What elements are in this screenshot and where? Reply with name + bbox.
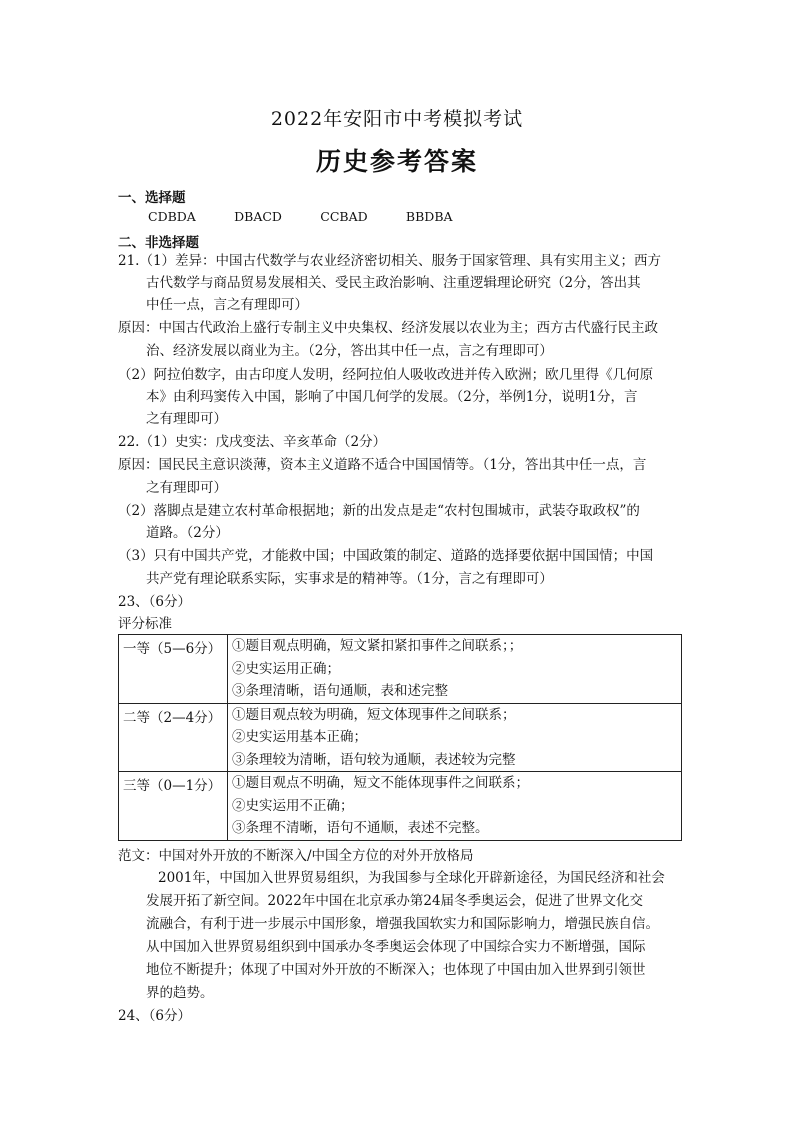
answer-group: BBDBA xyxy=(405,209,453,224)
criterion: ①题目观点较为明确，短文体现事件之间联系； xyxy=(232,706,516,723)
criterion: ②史实运用不正确； xyxy=(232,797,354,814)
essay-line: 界的趋势。 xyxy=(146,985,214,1001)
grade-criteria xyxy=(228,635,682,704)
criterion: ②史实运用正确； xyxy=(232,660,340,677)
text-line: （2）落脚点是建立农村革命根据地；新的出发点是走“农村包围城市，武装夺取政权”的 xyxy=(118,503,640,519)
answer-key-title: 历史参考答案 xyxy=(315,147,478,176)
text-line: （3）只有中国共产党，才能救中国；中国政策的制定、道路的选择要依据中国国情；中国 xyxy=(118,548,654,564)
essay-line: 2001年，中国加入世界贸易组织，为我国参与全球化开辟新途径，为国民经济和社会 xyxy=(158,870,665,886)
answer-group: CDBDA xyxy=(148,209,196,224)
text-line: 原因：中国古代政治上盛行专制主义中央集权、经济发展以农业为主；西方古代盛行民主政 xyxy=(118,320,658,336)
essay-heading: 范文：中国对外开放的不断深入/中国全方位的对外开放格局 xyxy=(118,848,474,864)
criterion: ③条理较为清晰，语句较为通顺，表述较为完整 xyxy=(232,751,516,768)
grade-level: 一等（5—6分） xyxy=(119,635,228,704)
text-line: 22.（1）史实：戊戌变法、辛亥革命（2分） xyxy=(118,434,387,450)
text-line: 21.（1）差异：中国古代数学与农业经济密切相关、服务于国家管理、具有实用主义；西方 xyxy=(118,253,662,269)
essay-line: 发展开拓了新空间。2022年中国在北京承办第24届冬季奥运会，促进了世界文化交 xyxy=(146,893,644,909)
text-line: 23、（6分） xyxy=(118,594,192,610)
essay-line: 从中国加入世界贸易组织到中国承办冬季奥运会体现了中国综合实力不断增强，国际 xyxy=(146,939,646,955)
table-row xyxy=(119,635,682,704)
text-line: 治、经济发展以商业为主。（2分，答出其中任一点，言之有理即可） xyxy=(146,343,553,359)
choice-answers xyxy=(148,209,487,225)
text-line: 中任一点，言之有理即可） xyxy=(146,297,308,313)
section-heading-choice: 一、选择题 xyxy=(118,190,186,206)
grade-level: 三等（0—1分） xyxy=(119,772,228,841)
text-line: 共产党有理论联系实际，实事求是的精神等。（1分，言之有理即可） xyxy=(146,571,553,587)
text-line: 本》由利玛窦传入中国，影响了中国几何学的发展。（2分，举例1分，说明1分，言 xyxy=(146,389,638,405)
criterion: ③条理清晰，语句通顺，表和述完整 xyxy=(232,683,448,699)
text-line: 原因：国民民主意识淡薄，资本主义道路不适合中国国情等。（1分，答出其中任一点，言 xyxy=(118,457,647,473)
section-heading-nonchoice: 二、非选择题 xyxy=(118,235,199,251)
criterion: ①题目观点不明确，短文不能体现事件之间联系； xyxy=(232,775,529,791)
question-24-heading: 24、（6分） xyxy=(118,1008,192,1024)
essay-line: 流融合，有利于进一步展示中国形象，增强我国软实力和国际影响力，增强民族自信。 xyxy=(146,916,659,932)
grade-criteria xyxy=(228,703,682,772)
text-line: （2）阿拉伯数字，由古印度人发明，经阿拉伯人吸收改进并传入欧洲；欧几里得《几何原 xyxy=(118,367,654,383)
text-line: 古代数学与商品贸易发展相关、受民主政治影响、注重逻辑理论研究（2分，答出其 xyxy=(146,275,641,291)
answer-group: DBACD xyxy=(234,209,282,224)
grade-level: 二等（2—4分） xyxy=(119,703,228,772)
table-row xyxy=(119,772,682,841)
text-line: 之有理即可） xyxy=(146,480,227,496)
criterion: ①题目观点明确，短文紧扣紧扣事件之间联系；； xyxy=(232,638,523,654)
table-row xyxy=(119,703,682,772)
criterion: ③条理不清晰，语句不通顺，表述不完整。 xyxy=(232,820,489,836)
exam-title: 2022年安阳市中考模拟考试 xyxy=(270,108,524,130)
essay-line: 地位不断提升；体现了中国对外开放的不断深入；也体现了中国由加入世界到引领世 xyxy=(146,962,646,978)
grading-table xyxy=(118,634,682,841)
answer-group: CCBAD xyxy=(320,209,368,224)
text-line: 道路。（2分） xyxy=(146,525,229,541)
criterion: ②史实运用基本正确； xyxy=(232,729,367,745)
text-line: 之有理即可） xyxy=(146,411,227,427)
grade-criteria xyxy=(228,772,682,841)
text-line: 评分标准 xyxy=(118,616,172,632)
